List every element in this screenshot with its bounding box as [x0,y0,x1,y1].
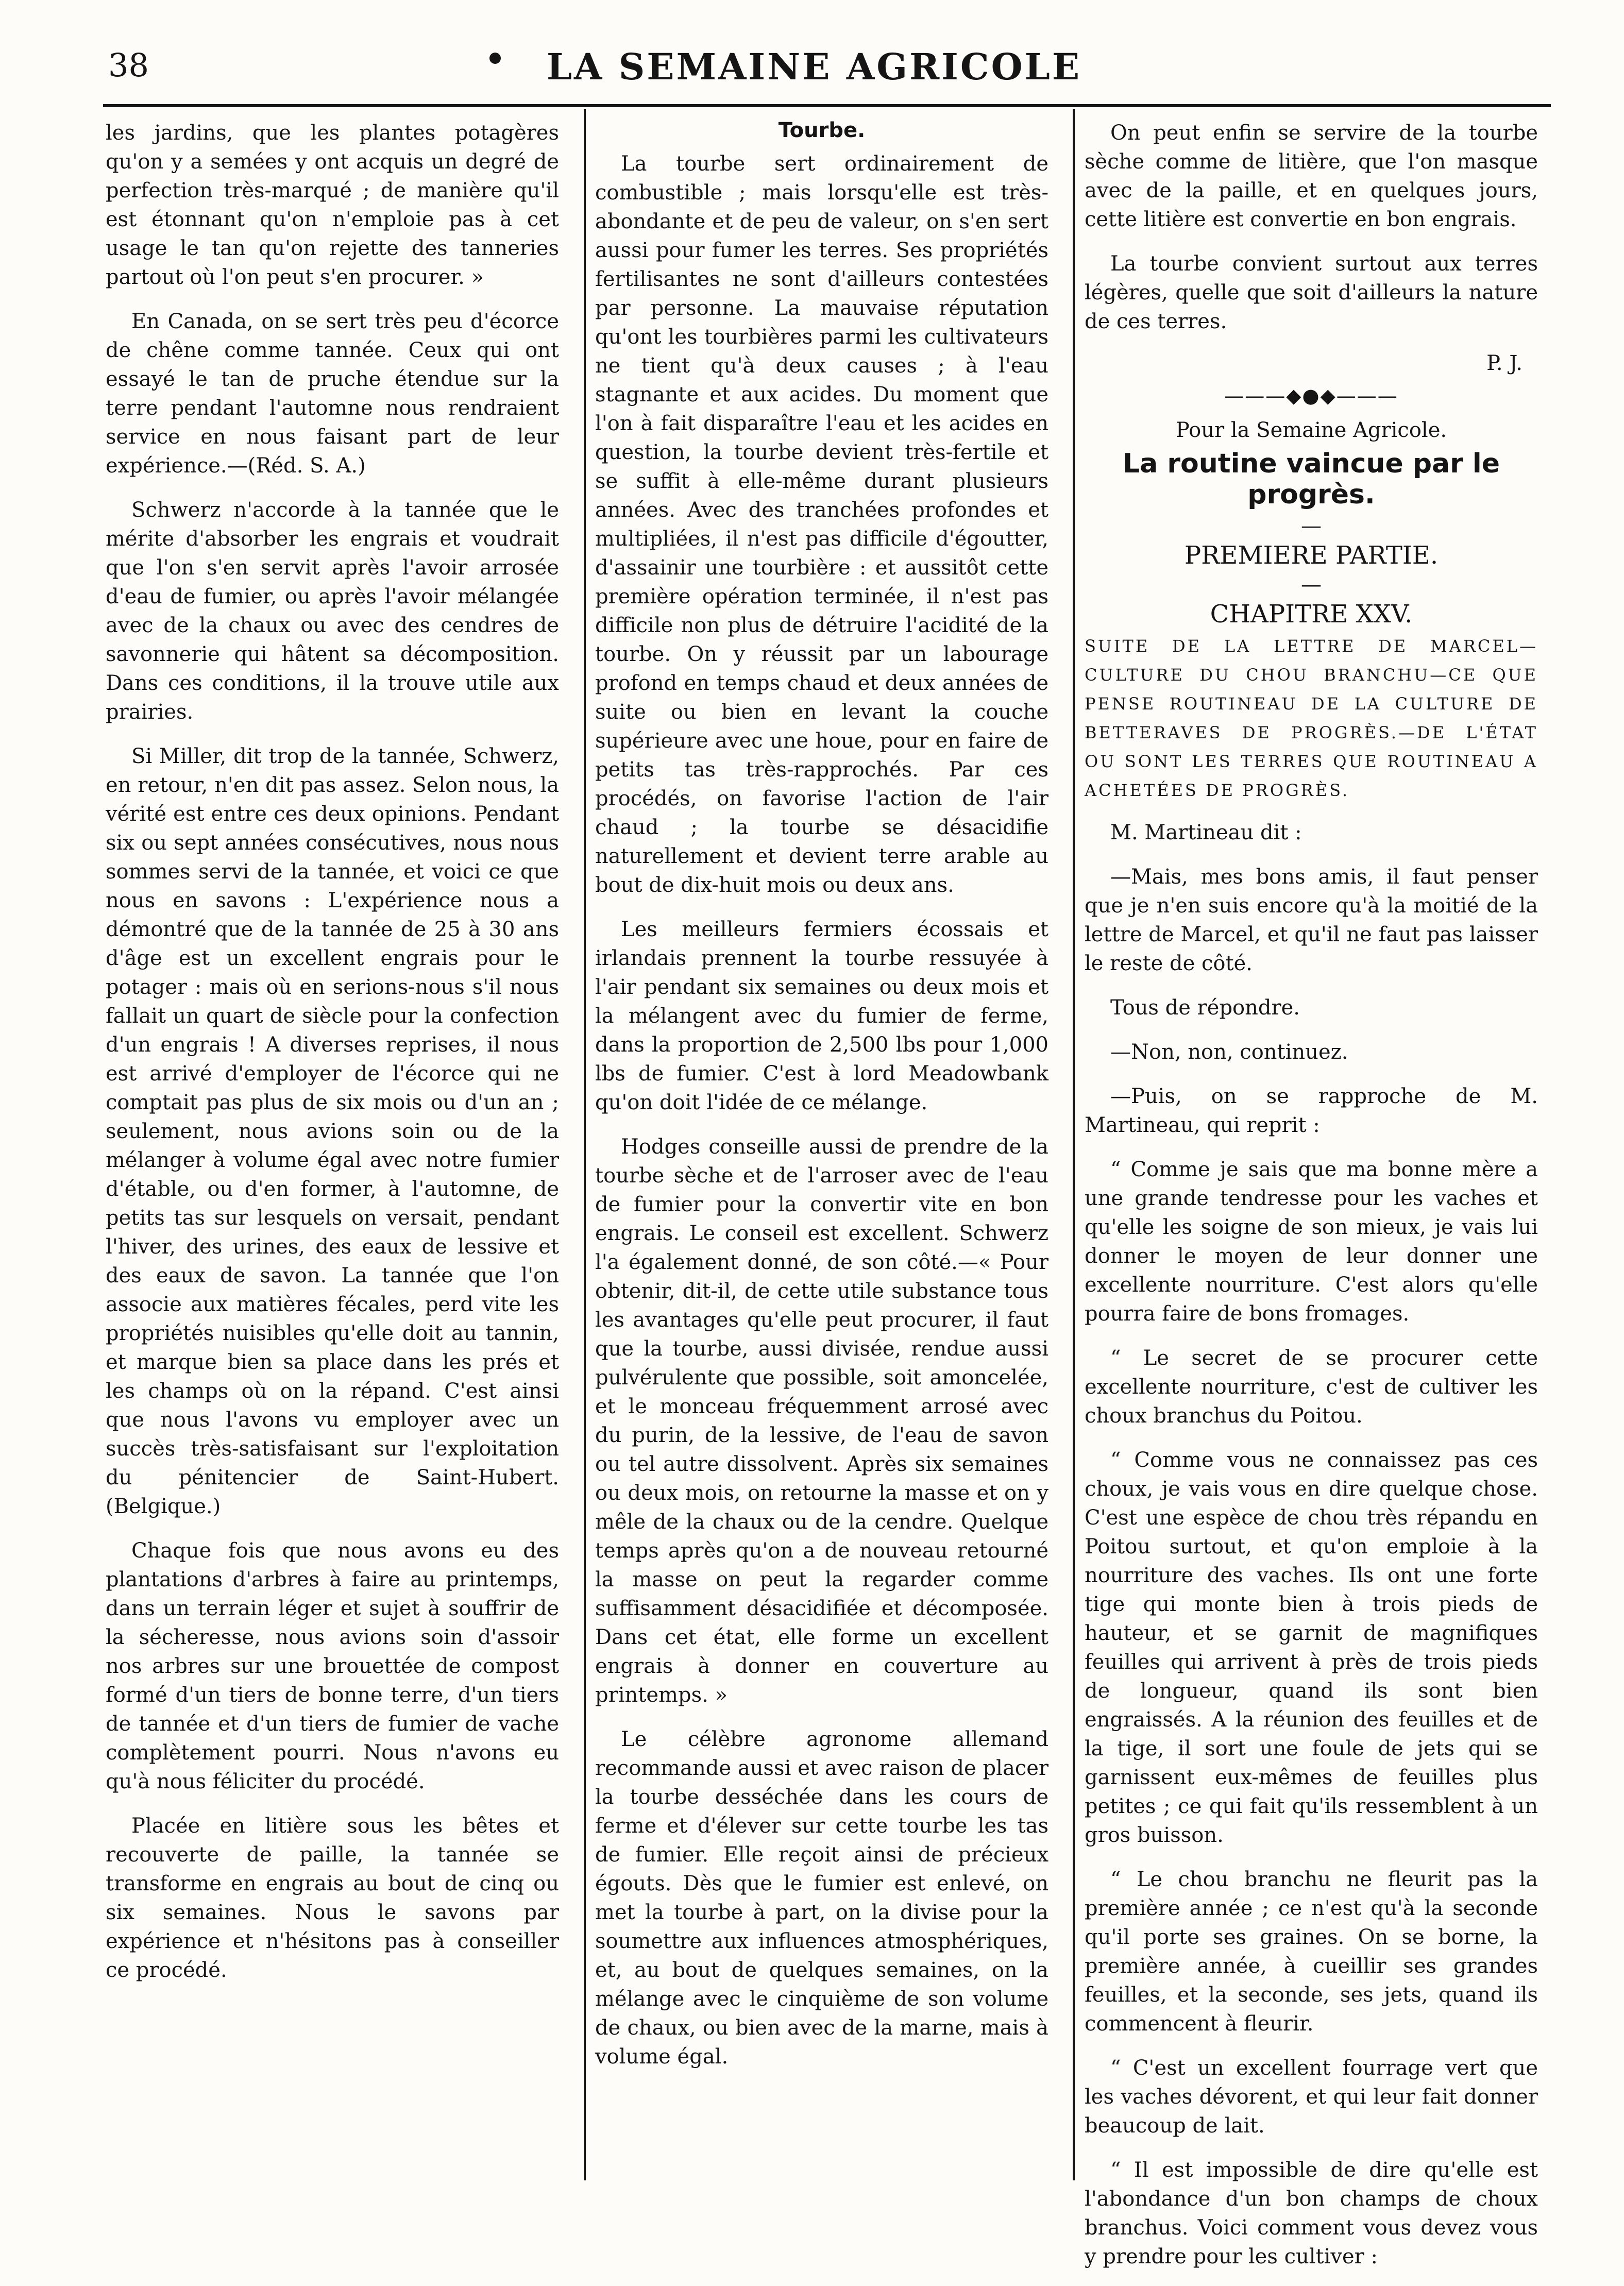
column-left [106,118,559,2179]
paragraph: “ Il est impossible de dire qu'elle est l'abondance d'un bon champs de choux branchus. Voici comment vous devez vous y prendre pour les cultiver : [1085,2158,1538,2268]
header-rule [103,104,1551,107]
paragraph: les jardins, que les plantes potagères qu'on y a semées y ont acquis un degré de perfection très-marqué ; de manière qu'il est étonnant qu'on n'emploie pas à cet usage le tan qu'on rejette des tanneries partout où l'on peut s'en procurer. » [106,121,559,289]
paragraph: Les meilleurs fermiers écossais et irlandais prennent la tourbe ressuyée à l'air pendant six semaines ou deux mois et la mélangent avec du fumier de ferme, dans la proportion de 2,500 lbs pour 1,000 lbs de fumier. C'est à lord Meadowbank qu'on doit l'idée de ce mélange. [595,918,1048,1114]
paragraph: “ Le chou branchu ne fleurit pas la première année ; ce n'est qu'à la seconde qu'il porte ses graines. On se borne, la première année, à cueillir ses grandes feuilles, et la seconde, ses jets, quand ils commencent à fleurir. [1085,1868,1538,2036]
paragraph: On peut enfin se servire de la tourbe sèche comme de litière, que l'on masque avec de la paille, et en quelques jours, cette litière est convertie en bon engrais. [1085,121,1538,231]
paragraph: —Mais, mes bons amis, il faut penser que je n'en suis encore qu'à la moitié de la lettre de Marcel, et qu'il ne faut pas laisser le reste de côté. [1085,865,1538,975]
paragraph: Si Miller, dit trop de la tannée, Schwerz, en retour, n'en dit pas assez. Selon nous, la vérité est entre ces deux opinions. Pendant six ou sept années consécutives, nous nous sommes servi de la tannée, et voici ce que nous en savons : L'expérience nous a démontré que de la tannée de 25 à 30 ans d'âge est un excellent engrais pour le potager : mais où en serions-nous s'il nous fallait un quart de siècle pour la confection d'un engrais ! A diverses reprises, il nous est arrivé d'employer de l'écorce qui ne comptait pas plus de six mois ou d'un an ; seulement, nous avions soin ou de la mélanger à volume égal avec notre fumier d'étable, ou d'en former, à l'automne, de petits tas sur lesquels on versait, pendant l'hiver, des urines, des eaux de lessive et des eaux de savon. La tannée que l'on associe aux matières fécales, perd vite les propriétés nuisibles qu'elle doit au tannin, et marque bien sa place dans les prés et les champs où on la répand. C'est ainsi que nous l'avons vu employer avec un succès très-satisfaisant sur l'exploitation du pénitencier de Saint-Hubert. (Belgique.) [106,744,559,1518]
paragraph: En Canada, on se sert très peu d'écorce de chêne comme tannée. Ceux qui ont essayé le tan de pruche étendue sur la terre pendant l'automne nous rendraient service en nous faisant part de leur expérience.—(Réd. S. A.) [106,310,559,478]
paragraph: La tourbe convient surtout aux terres légères, quelle que soit d'ailleurs la nature de ces terres. [1085,252,1538,333]
column-divider [1073,109,1075,2180]
chapter-heading: CHAPITRE XXV. [1210,600,1413,629]
column-right [1085,118,1538,2268]
paragraph: M. Martineau dit : [1110,821,1302,844]
dash-separator: — [1301,514,1322,538]
paragraph: —Non, non, continuez. [1110,1040,1348,1064]
for-line: Pour la Semaine Agricole. [1175,418,1447,442]
paragraph: Le célèbre agronome allemand recommande aussi et avec raison de placer la tourbe desséchée dans les cours de ferme et d'élever sur cette tourbe les tas de fumier. Elle reçoit ainsi de précieux égouts. Dès que le fumier est enlevé, on met la tourbe à part, on la divise pour la soumettre aux influences atmosphériques, et, au bout de quelques semaines, on la mélange avec le cinquième de son volume de chaux, ou bien avec de la marne, mais à volume égal. [595,1728,1048,2069]
paragraph: —Puis, on se rapproche de M. Martineau, qui reprit : [1085,1085,1538,1137]
page-number: 38 [108,46,149,84]
page-header [77,32,1551,104]
separator-ornament: ———◆●◆——— [1224,384,1398,407]
paragraph: Hodges conseille aussi de prendre de la tourbe sèche et de l'arroser avec de l'eau de fumier pour la convertir vite en bon engrais. Le conseil est excellent. Schwerz l'a également donné, de son côté.—« Pour obtenir, dit-il, de cette utile substance tous les avantages qu'elle peut procurer, il faut que la tourbe, aussi divisée, rendue aussi pulvérulente que possible, soit amoncelée, et le monceau fréquemment arrosé avec du purin, de la lessive, de l'eau de savon ou tel autre dissolvent. Après six semaines ou deux mois, on retourne la masse et on y mêle de la chaux ou de la cendre. Quelque temps après qu'on a de nouveau retourné la masse on peut la regarder comme suffisamment désacidifiée et décomposée. Dans cet état, elle forme un excellent engrais à donner en couverture au printemps. » [595,1135,1048,1707]
paragraph: Tous de répondre. [1110,996,1300,1020]
dash-separator: — [1301,573,1322,597]
paragraph: “ C'est un excellent fourrage vert que les vaches dévorent, et qui leur fait donner beaucoup de lait. [1085,2056,1538,2138]
paragraph: La tourbe sert ordinairement de combustible ; mais lorsqu'elle est très-abondante et de peu de valeur, on s'en sert aussi pour fumer les terres. Ses propriétés fertilisantes ne sont d'ailleurs contestées par personne. La mauvaise réputation qu'ont les tourbières parmi les cultivateurs ne tient qu'à deux causes ; à l'eau stagnante et aux acides. Du moment que l'on à fait disparaître l'eau et les acides en question, la tourbe devient très-fertile et se suffit à elle-même durant plusieurs années. Avec des tranchées profondes et multipliées, il n'est pas difficile d'égoutter, d'assainir une tourbière : et aussitôt cette première opération terminée, il n'est pas difficile non plus de détruire l'acidité de la tourbe. On y réussit par un labourage profond en temps chaud et deux années de suite ou bien en levant la couche supérieure avec une houe, pour en faire de petits tas très-rapprochés. Par ces procédés, on favorise l'action de l'air chaud ; la tourbe se désacidifie naturellement et devient terre arable au bout de dix-huit mois ou deux ans. [595,152,1048,897]
paragraph: Placée en litière sous les bêtes et recouverte de paille, la tannée se transforme en engrais au bout de cinq ou six semaines. Nous le savons par expérience et n'hésitons pas à conseiller ce procédé. [106,1814,559,1982]
chapter-summary: SUITE DE LA LETTRE DE MARCEL—CULTURE DU CHOU BRANCHU—CE QUE PENSE ROUTINEAU DE LA CULTURE DE BETTERAVES DE PROGRÈS.—DE L'ÉTAT OU SONT LES TERRES QUE ROUTINEAU A ACHETÉES DE PROGRÈS. [1085,636,1538,800]
paragraph: Chaque fois que nous avons eu des plantations d'arbres à faire au printemps, dans un terrain léger et sujet à souffrir de la sécheresse, nous avions soin d'assoir nos arbres sur une brouettée de compost formé d'un tiers de bonne terre, d'un tiers de tannée et d'un tiers de fumier de vache complètement pourri. Nous n'avons eu qu'à nous féliciter du procédé. [106,1539,559,1793]
column-middle [595,118,1048,2179]
paragraph: “ Comme je sais que ma bonne mère a une grande tendresse pour les vaches et qu'elle les soigne de son mieux, je vais lui donner le moyen de leur donner une excellente nourriture. C'est alors qu'elle pourra faire de bons fromages. [1085,1158,1538,1326]
paragraph: “ Le secret de se procurer cette excellente nourriture, c'est de cultiver les choux branchus du Poitou. [1085,1346,1538,1428]
journal-title: LA SEMAINE AGRICOLE [546,45,1082,88]
story-title: La routine vaincue par le progrès. [1123,448,1500,510]
paragraph: “ Comme vous ne connaissez pas ces choux, je vais vous en dire quelque chose. C'est une espèce de chou très répandu en Poitou surtout, et qu'on emploie à la nourriture des vaches. Ils ont une forte tige qui monte bien à trois pieds de hauteur, et se garnit de magnifiques feuilles qui arrivent à près de trois pieds de longueur, quand ils sont bien engraissés. A la réunion des feuilles et de la tige, il sort une foule de jets qui se garnissent eux-mêmes de feuilles plus petites ; ce qui fait qu'ils ressemblent à un gros buisson. [1085,1448,1538,1847]
part-heading: PREMIERE PARTIE. [1184,541,1439,570]
column-divider [584,109,586,2180]
paragraph: Schwerz n'accorde à la tannée que le mérite d'absorber les engrais et voudrait que l'on s'en servit après l'avoir arrosée d'eau de fumier, ou après l'avoir mélangée avec de la chaux ou avec des cendres de savonnerie qui hâtent sa décomposition. Dans ces conditions, il la trouve utile aux prairies. [106,498,559,724]
section-title: Tourbe. [778,118,866,142]
author-signature: P. J. [1486,351,1523,375]
